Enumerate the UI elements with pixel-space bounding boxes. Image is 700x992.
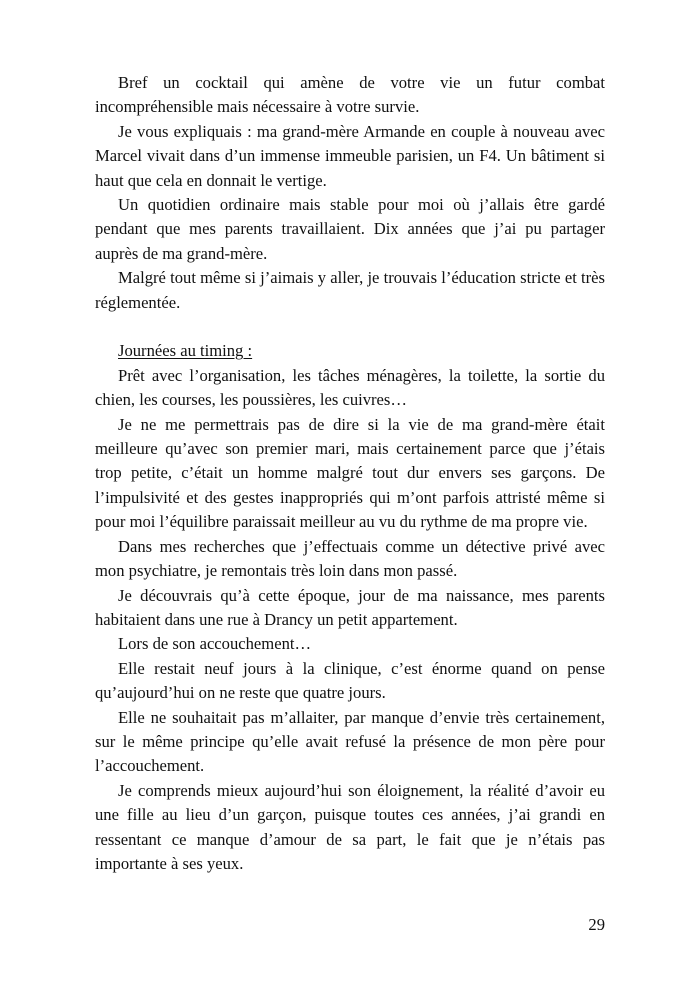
paragraph: Elle restait neuf jours à la clinique, c’est énorme quand on pense qu’aujourd’hui on ne reste que quatre jours. [95, 658, 605, 703]
blank-line [95, 315, 605, 339]
paragraph: Malgré tout même si j’aimais y aller, je trouvais l’éducation stricte et très réglementée. [95, 268, 605, 312]
paragraph: Un quotidien ordinaire mais stable pour moi où j’allais être gardé pendant que mes parents travaillaient. Dix années que j’ai pu partager auprès de ma grand-mère. [95, 195, 605, 263]
page-number: 29 [588, 915, 605, 934]
paragraph: Elle ne souhaitait pas m’allaiter, par manque d’envie très certainement, sur le même principe qu’elle avait refusé la présence de mon père pour l’accouchement. [95, 707, 605, 776]
paragraph: Bref un cocktail qui amène de votre vie un futur combat incompréhensible mais nécessaire à votre survie. [95, 73, 605, 117]
paragraph: Je vous expliquais : ma grand-mère Armande en couple à nouveau avec Marcel vivait dans d’un immense immeuble parisien, un F4. Un bâtiment si haut que cela en donnait le vertige. [95, 121, 605, 190]
paragraph: Prêt avec l’organisation, les tâches ménagères, la toilette, la sortie du chien, les courses, les poussières, les cuivres… [95, 365, 605, 410]
paragraph: Je ne me permettrais pas de dire si la vie de ma grand-mère était meilleure qu’avec son premier mari, mais certainement parce que j’étais trop petite, c’était un homme malgré tout dur envers ses garçons. De l’impulsivité et des gestes inappropriés qui m’ont parfois attristé même si pour moi l’équilibre paraissait meilleur au vu du rythme de ma propre vie. [95, 414, 605, 532]
paragraph: Lors de son accouchement… [118, 634, 312, 654]
paragraph: Je comprends mieux aujourd’hui son éloignement, la réalité d’avoir eu une fille au lieu d’un garçon, puisque toutes ces années, j’ai grandi en ressentant ce manque d’amour de sa part, le fait que je n’étais pas importante à ses yeux. [95, 780, 605, 873]
paragraph: Dans mes recherches que j’effectuais comme un détective privé avec mon psychiatre, je remontais très loin dans mon passé. [95, 536, 605, 581]
section-heading-text: Journées au timing : [118, 341, 253, 361]
paragraph: Je découvrais qu’à cette époque, jour de ma naissance, mes parents habitaient dans une rue à Drancy un petit appartement. [95, 585, 605, 629]
page-body [95, 71, 605, 876]
section-heading [95, 339, 605, 363]
